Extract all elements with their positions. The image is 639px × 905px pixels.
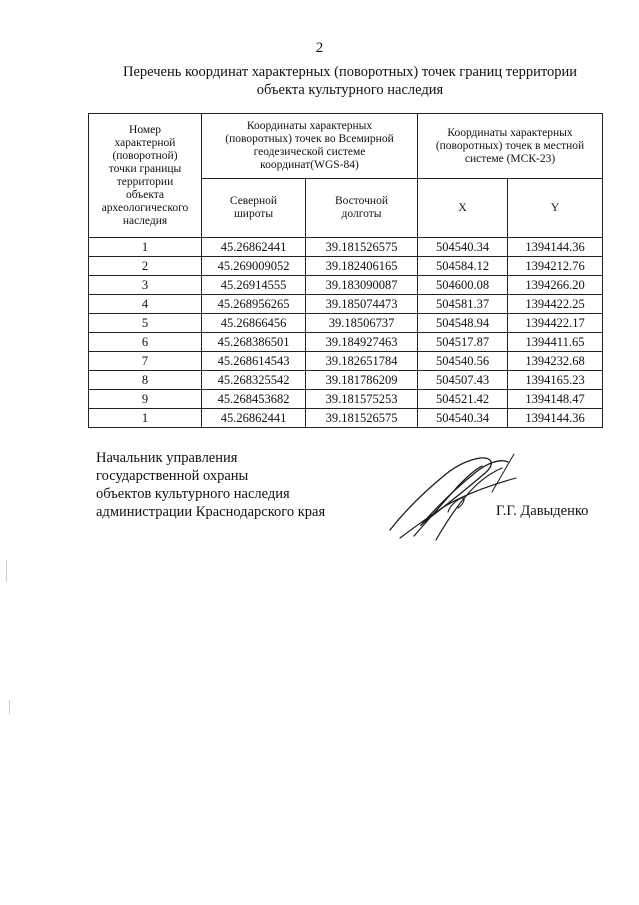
longitude-cell: 39.184927463 [306,333,418,352]
latitude-cell: 45.26862441 [202,238,306,257]
longitude-cell: 39.181526575 [306,409,418,428]
x-cell: 504540.34 [418,238,508,257]
x-cell: 504548.94 [418,314,508,333]
latitude-cell: 45.268956265 [202,295,306,314]
y-cell: 1394422.17 [508,314,603,333]
y-cell: 1394232.68 [508,352,603,371]
latitude-cell: 45.268614543 [202,352,306,371]
title-line: объекта культурного наследия [256,82,444,98]
position-line: государственной охраны [96,468,249,484]
latitude-cell: 45.268386501 [202,333,306,352]
latitude-cell: 45.268325542 [202,371,306,390]
longitude-cell: 39.182406165 [306,257,418,276]
position-line: объектов культурного наследия [96,486,290,502]
signatory-position [96,449,325,521]
table-row [89,409,603,428]
point-number-cell: 6 [89,333,202,352]
x-cell: 504581.37 [418,295,508,314]
y-cell: 1394422.25 [508,295,603,314]
title-line: Перечень координат характерных (поворотных) точек границ территории [122,64,578,80]
table-row [89,333,603,352]
point-number-cell: 4 [89,295,202,314]
table-row [89,295,603,314]
point-number-cell: 7 [89,352,202,371]
header-x: X [418,179,508,238]
y-cell: 1394165.23 [508,371,603,390]
point-number-cell: 1 [89,409,202,428]
point-number-cell: 1 [89,238,202,257]
header-north-latitude: Северной широты [202,179,306,238]
header-point-number: Номер характерной (поворотной) точки границы территории объекта археологического наследия [89,114,202,238]
longitude-cell: 39.181786209 [306,371,418,390]
table-row [89,352,603,371]
x-cell: 504517.87 [418,333,508,352]
longitude-cell: 39.182651784 [306,352,418,371]
header-msk23-group: Координаты характерных (поворотных) точек в местной системе (МСК-23) [418,114,603,179]
x-cell: 504540.34 [418,409,508,428]
table-row [89,276,603,295]
y-cell: 1394144.36 [508,409,603,428]
latitude-cell: 45.26866456 [202,314,306,333]
header-east-longitude: Восточной долготы [306,179,418,238]
longitude-cell: 39.181526575 [306,238,418,257]
table-row [89,238,603,257]
x-cell: 504521.42 [418,390,508,409]
position-line: Начальник управления [96,450,238,466]
coordinates-table [88,113,603,428]
scan-artifact-line [6,560,7,582]
y-cell: 1394411.65 [508,333,603,352]
handwritten-signature [384,452,520,544]
table-row [89,371,603,390]
longitude-cell: 39.185074473 [306,295,418,314]
point-number-cell: 5 [89,314,202,333]
x-cell: 504600.08 [418,276,508,295]
position-line: администрации Краснодарского края [96,504,326,520]
scan-artifact-line [9,700,10,714]
latitude-cell: 45.269009052 [202,257,306,276]
x-cell: 504507.43 [418,371,508,390]
table-row [89,390,603,409]
longitude-cell: 39.183090087 [306,276,418,295]
x-cell: 504540.56 [418,352,508,371]
longitude-cell: 39.181575253 [306,390,418,409]
point-number-cell: 2 [89,257,202,276]
y-cell: 1394266.20 [508,276,603,295]
signatory-name: Г.Г. Давыденко [496,503,589,519]
x-cell: 504584.12 [418,257,508,276]
header-wgs84-group: Координаты характерных (поворотных) точек во Всемирной геодезической системе координат(WGS-84) [202,114,418,179]
longitude-cell: 39.18506737 [306,314,418,333]
point-number-cell: 8 [89,371,202,390]
latitude-cell: 45.268453682 [202,390,306,409]
document-title [60,63,639,99]
header-y: Y [508,179,603,238]
table-row [89,314,603,333]
page-number: 2 [315,40,324,56]
y-cell: 1394212.76 [508,257,603,276]
latitude-cell: 45.26862441 [202,409,306,428]
table-row [89,257,603,276]
point-number-cell: 3 [89,276,202,295]
point-number-cell: 9 [89,390,202,409]
y-cell: 1394148.47 [508,390,603,409]
y-cell: 1394144.36 [508,238,603,257]
latitude-cell: 45.26914555 [202,276,306,295]
